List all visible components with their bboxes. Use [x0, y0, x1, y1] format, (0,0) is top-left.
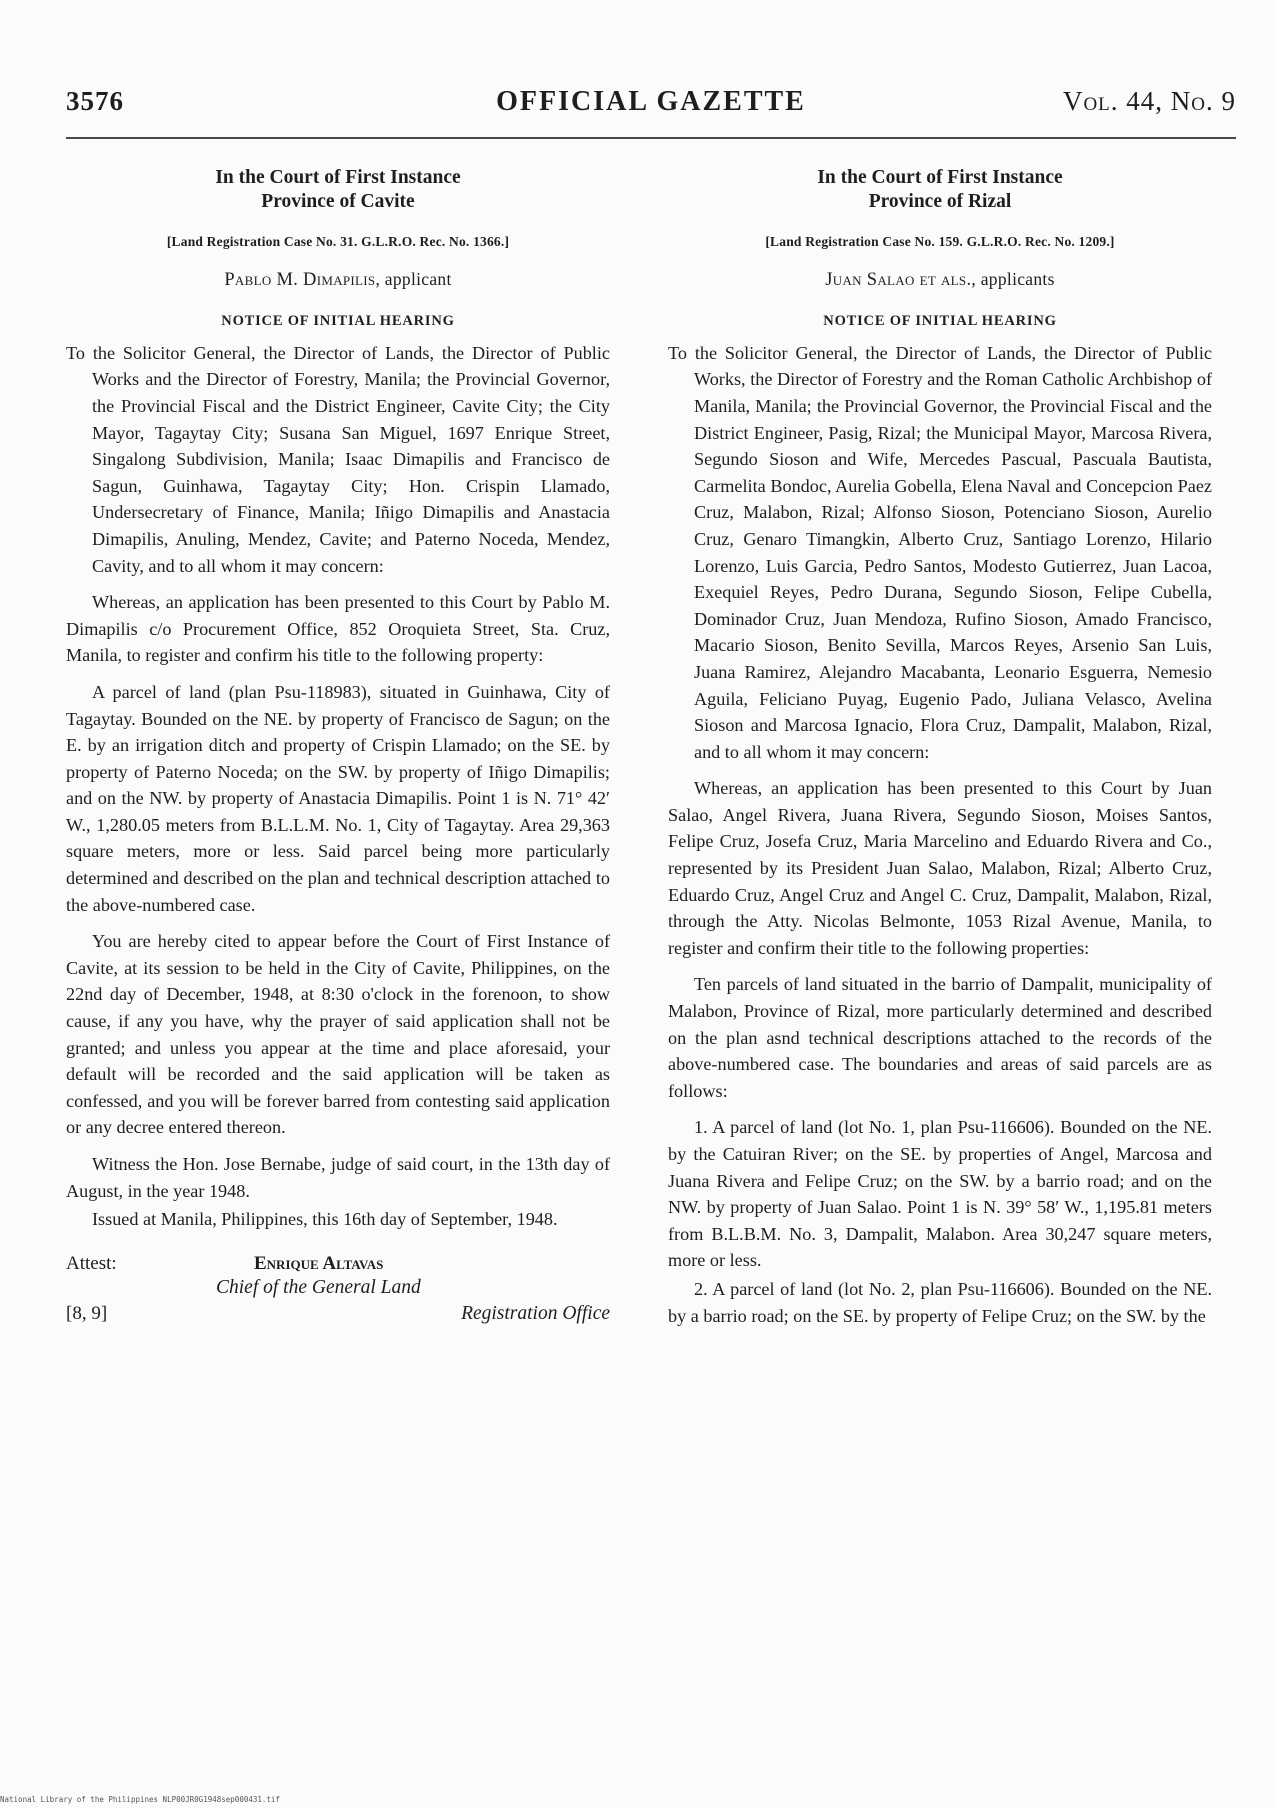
court-heading: In the Court of First Instance — [215, 167, 461, 188]
volume-number: Vol. 44, No. 9 — [1062, 86, 1236, 116]
case-reference: [Land Registration Case No. 159. G.L.R.O. Rec. No. 1209.] — [765, 234, 1115, 249]
court-heading: In the Court of First Instance — [817, 167, 1063, 188]
notice-address: To the Solicitor General, the Director of Lands, the Director of Public Works and the Director of Forestry, Manila; the Provincial Governor, the Provincial Fiscal and the District Engineer, Cavite City; the City Mayor, Tagaytay City; Susana San Miguel, 1697 Enrique Street, Singalong Subdivision, Manila; Isaac Dimapilis and Francisco de Sagun, Guinhawa, Tagaytay City; Hon. Crispin Llamado, Undersecretary of Finance, Manila; Iñigo Dimapilis and Anastacia Dimapilis, Anuling, Mendez, Cavite; and Paterno Noceda, Mendez, Cavity, and to all whom it may concern: — [66, 342, 610, 576]
applicant-name: Pablo M. Dimapilis — [224, 269, 376, 290]
paragraph-witness: Witness the Hon. Jose Bernabe, judge of said court, in the 13th day of August, in the year 1948. — [66, 1154, 610, 1201]
paragraph-issued: Issued at Manila, Philippines, this 16th day of September, 1948. — [92, 1209, 558, 1230]
case-reference: [Land Registration Case No. 31. G.L.R.O. Rec. No. 1366.] — [166, 234, 510, 249]
publication-title: OFFICIAL GAZETTE — [496, 86, 806, 117]
header-rule — [66, 137, 1236, 139]
paragraph-lot-2: 2. A parcel of land (lot No. 2, plan Psu-116606). Bounded on the NE. by a barrio road; on the SE. by property of Felipe Cruz; on the SW. by the — [668, 1278, 1212, 1326]
paragraph-lot-1: 1. A parcel of land (lot No. 1, plan Psu-116606). Bounded on the NE. by the Catuiran River; on the SE. by properties of Angel, Marcosa and Juana Rivera and Felipe Cruz; on the SW. by a barrio road; and on the NW. by property of Juan Salao. Point 1 is N. 39° 58′ W., 1,195.81 meters from B.L.B.M. No. 3, Dampalit, Malabon. Area 30,247 square meters, more or less. — [668, 1117, 1212, 1271]
signature-block — [66, 1251, 610, 1347]
province-heading: Province of Cavite — [261, 191, 415, 212]
signer-name: Enrique Altavas — [254, 1252, 384, 1274]
scan-footer: National Library of the Philippines NLP00JR0G1948sep000431.tif — [0, 1795, 280, 1804]
notice-address: To the Solicitor General, the Director of Lands, the Director of Public Works, the Director of Forestry and the Roman Catholic Archbishop of Manila, Manila; the Provincial Governor, the Provincial Fiscal and the District Engineer, Pasig, Rizal; the Municipal Mayor, Marcosa Rivera, Segundo Sioson and Wife, Mercedes Pascual, Pascuala Bautista, Carmelita Bondoc, Aurelia Gobella, Elena Naval and Concepcion Paez Cruz, Malabon, Rizal; Alfonso Sioson, Potenciano Sioson, Aurelio Cruz, Genaro Timangkin, Alberto Cruz, Santiago Lorenzo, Hilario Lorenzo, Luis Garcia, Pedro Santos, Modesto Gutierrez, Juan Lacoa, Exequiel Reyes, Pedro Durana, Segundo Sioson, Felipe Cubella, Dominador Cruz, Juan Mendoza, Rufino Sioson, Amado Francisco, Macario Sioson, Benito Sevilla, Marcos Reyes, Arsenio San Luis, Juana Ramirez, Alejandro Macabanta, Leonario Esguerra, Nemesio Aguila, Feliciano Puyag, Eugenio Pado, Juliana Velasco, Avelina Sioson and Marcosa Ignacio, Flora Cruz, Dampalit, Malabon, Rizal, and to all whom it may concern: — [668, 342, 1212, 762]
page-header — [66, 86, 1236, 122]
paragraph-application: Whereas, an application has been presented to this Court by Pablo M. Dimapilis c/o Procurement Office, 852 Oroquieta Street, Sta. Cruz, Manila, to register and confirm his title to the following property: — [66, 592, 610, 666]
paragraph-parcel: A parcel of land (plan Psu-118983), situated in Guinhawa, City of Tagaytay. Bounded on the NE. by property of Francisco de Sagun; on the E. by an irrigation ditch and property of Crispin Llamado; on the SE. by property of Paterno Noceda; on the SW. by property of Iñigo Dimapilis; and on the NW. by property of Anastacia Dimapilis. Point 1 is N. 71° 42′ W., 1,280.05 meters from B.L.L.M. No. 1, City of Tagaytay. Area 29,363 square meters, more or less. Said parcel being more particularly determined and described on the plan and technical description attached to the above-numbered case. — [66, 681, 610, 915]
notice-title: NOTICE OF INITIAL HEARING — [823, 313, 1057, 330]
notice-title: NOTICE OF INITIAL HEARING — [221, 313, 455, 330]
paragraph-parcels-intro: Ten parcels of land situated in the barrio of Dampalit, municipality of Malabon, Province of Rizal, more particularly determined and described on the plan asnd technical descriptions attached to the records of the above-numbered case. The boundaries and areas of said parcels are as follows: — [668, 974, 1212, 1101]
province-heading: Province of Rizal — [868, 191, 1012, 212]
signer-title-line2: Registration Office — [461, 1302, 610, 1324]
attest-label: Attest: — [66, 1252, 117, 1274]
applicant-name: Juan Salao et als. — [825, 269, 972, 290]
paragraph-summons: You are hereby cited to appear before the Court of First Instance of Cavite, at its session to be held in the City of Cavite, Philippines, on the 22nd day of December, 1948, at 8:30 o'clock in the forenoon, to show cause, if any you have, why the prayer of said application shall not be granted; and unless you appear at the time and place aforesaid, your default will be recorded and the said application will be taken as confessed, and you will be forever barred from contesting said application or any decree entered thereon. — [66, 931, 610, 1138]
applicant-role: , applicant — [375, 268, 452, 289]
right-column — [668, 166, 1212, 1329]
applicant-role: , applicants — [971, 268, 1055, 289]
paragraph-application: Whereas, an application has been presented to this Court by Juan Salao, Angel Rivera, Juana Rivera, Segundo Sioson, Moises Santos, Felipe Cruz, Josefa Cruz, Maria Marcelino and Eduardo Rivera and Co., represented by its President Juan Salao, Malabon, Rizal; Alberto Cruz, Eduardo Cruz, Angel Cruz and Angel C. Cruz, Dampalit, Malabon, Rizal, through the Atty. Nicolas Belmonte, 1053 Rizal Avenue, Manila, to register and confirm their title to the following properties: — [668, 778, 1212, 958]
issue-reference: [8, 9] — [66, 1302, 108, 1324]
applicant-line — [66, 266, 610, 294]
left-column — [66, 166, 610, 1347]
signer-title-line1: Chief of the General Land — [216, 1276, 421, 1298]
applicant-line — [668, 266, 1212, 294]
page-number: 3576 — [66, 86, 124, 116]
